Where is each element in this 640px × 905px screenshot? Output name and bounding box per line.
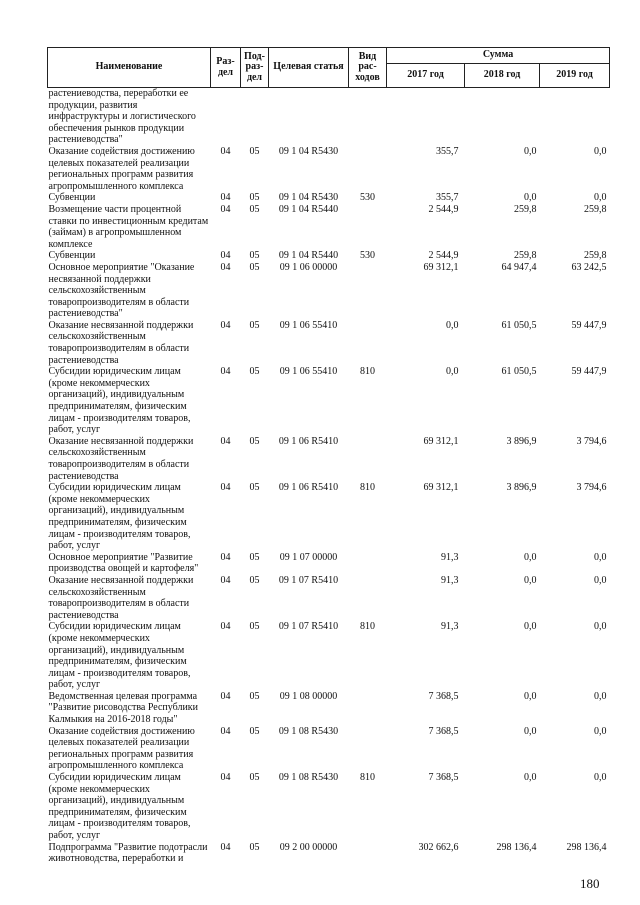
row-razdel: 04 [220,482,231,494]
page-number: 180 [580,876,600,891]
row-sum-2019: 0,0 [594,574,607,586]
table-row [48,320,610,366]
row-sum-2017: 7 368,5 [428,772,459,784]
row-vid-rashodov: 530 [360,250,375,262]
header-year-2018: 2018 год [465,64,540,88]
row-sum-2018: 0,0 [524,690,537,702]
row-sum-2019: 3 794,6 [576,482,607,494]
row-name: Субсидии юридическим лицам (кроме некоммерческих организаций), индивидуальным предпринимателям, физическим лицам - производителям товаров, работ, услуг [48,366,191,436]
row-podrazdel: 05 [249,250,260,262]
row-vid-rashodov: 810 [360,366,375,378]
row-celevaya-statya: 09 1 04 R5430 [278,145,339,157]
row-razdel: 04 [220,261,231,273]
row-podrazdel: 05 [249,319,260,331]
row-celevaya-statya: 09 1 08 R5430 [278,772,339,784]
row-celevaya-statya: 09 2 00 00000 [279,841,338,853]
row-sum-2018: 298 136,4 [496,841,537,853]
row-podrazdel: 05 [249,772,260,784]
header-vid-rashodov: Вид рас- ходов [349,48,387,88]
row-name: Оказание несвязанной поддержки сельскохозяйственным товаропроизводителям в области растениеводства [48,319,194,366]
row-vid-rashodov [349,726,387,772]
row-celevaya-statya: 09 1 08 R5430 [278,725,339,737]
row-razdel: 04 [220,203,231,215]
row-vid-rashodov [349,320,387,366]
row-sum-2017: 7 368,5 [428,690,459,702]
header-celevaya-statya: Целевая статья [269,48,349,88]
row-vid-rashodov [349,691,387,726]
row-sum-2017: 91,3 [441,551,459,563]
row-sum-2019: 3 794,6 [576,435,607,447]
row-sum-2019: 0,0 [594,725,607,737]
table-row [48,146,610,192]
row-razdel: 04 [220,621,231,633]
row-sum-2018: 3 896,9 [506,482,537,494]
row-vid-rashodov [349,575,387,621]
row-name: Подпрограмма "Развитие подотрасли животноводства, переработки и [48,841,208,865]
row-podrazdel: 05 [249,841,260,853]
row-name: Ведомственная целевая программа "Развитие рисоводства Республики Калмыкия на 2016-2018 годы" [48,690,199,726]
row-razdel [211,88,241,146]
row-sum-2017: 355,7 [436,145,459,157]
table-row [48,436,610,482]
row-sum-2018: 0,0 [524,192,537,204]
row-vid-rashodov [349,552,387,575]
row-sum-2019: 0,0 [594,145,607,157]
row-sum-2018: 0,0 [524,621,537,633]
row-vid-rashodov: 810 [360,772,375,784]
row-celevaya-statya: 09 1 04 R5440 [278,250,339,262]
row-sum-2019: 0,0 [594,772,607,784]
table-row [48,726,610,772]
row-podrazdel: 05 [249,725,260,737]
row-razdel: 04 [220,725,231,737]
row-razdel: 04 [220,551,231,563]
row-razdel: 04 [220,435,231,447]
row-vid-rashodov: 810 [360,621,375,633]
row-sum-2017: 0,0 [446,366,459,378]
row-podrazdel: 05 [249,621,260,633]
header-razdel: Раз- дел [211,48,241,88]
row-sum-2017: 0,0 [446,319,459,331]
row-name: Субсидии юридическим лицам (кроме некоммерческих организаций), индивидуальным предпринимателям, физическим лицам - производителям товаров, работ, услуг [48,772,191,841]
row-podrazdel: 05 [249,435,260,447]
row-sum-2017: 2 544,9 [428,250,459,262]
row-sum-2018: 61 050,5 [501,319,537,331]
row-sum-2018: 259,8 [514,203,537,215]
row-sum-2018: 3 896,9 [506,435,537,447]
table-row [48,691,610,726]
row-sum-2017: 7 368,5 [428,725,459,737]
row-sum-2018 [465,88,540,146]
row-podrazdel: 05 [249,690,260,702]
row-name: Возмещение части процентной ставки по инвестиционным кредитам (займам) в агропромышленном комплексе [48,203,209,250]
row-celevaya-statya: 09 1 06 00000 [279,261,338,273]
row-podrazdel [241,88,269,146]
table-row [48,366,610,436]
table-row [48,772,610,842]
row-vid-rashodov [349,436,387,482]
row-celevaya-statya [269,88,349,146]
row-sum-2019: 0,0 [594,690,607,702]
table-row [48,621,610,691]
row-razdel: 04 [220,145,231,157]
row-sum-2017 [387,88,465,146]
table-row [48,842,610,865]
row-sum-2018: 0,0 [524,574,537,586]
row-celevaya-statya: 09 1 04 R5430 [278,192,339,204]
table-header [48,48,610,88]
row-name: Оказание содействия достижению целевых показателей реализации региональных программ развития агропромышленного комплекса [48,725,195,772]
row-sum-2018: 0,0 [524,772,537,784]
row-vid-rashodov [349,204,387,250]
row-celevaya-statya: 09 1 06 55410 [279,366,338,378]
row-celevaya-statya: 09 1 06 R5410 [278,435,339,447]
row-sum-2018: 61 050,5 [501,366,537,378]
row-podrazdel: 05 [249,574,260,586]
row-vid-rashodov [349,88,387,146]
row-sum-2019: 59 447,9 [571,366,607,378]
budget-table [47,47,610,865]
row-podrazdel: 05 [249,145,260,157]
table-row [48,575,610,621]
row-sum-2017: 69 312,1 [423,261,459,273]
row-sum-2019: 59 447,9 [571,319,607,331]
row-razdel: 04 [220,319,231,331]
row-name: Оказание содействия достижению целевых показателей реализации региональных программ развития агропромышленного комплекса [48,145,195,192]
row-name: Оказание несвязанной поддержки сельскохозяйственным товаропроизводителям в области растениеводства [48,574,194,621]
row-name: Субсидии юридическим лицам (кроме некоммерческих организаций), индивидуальным предпринимателям, физическим лицам - производителям товаров, работ, услуг [48,482,191,552]
row-sum-2019: 259,8 [584,250,607,262]
row-podrazdel: 05 [249,366,260,378]
row-razdel: 04 [220,250,231,262]
row-razdel: 04 [220,574,231,586]
row-sum-2017: 2 544,9 [428,203,459,215]
row-name: Основное мероприятие "Оказание несвязанной поддержки сельскохозяйственным товаропроизводителям в области растениеводства" [48,261,195,320]
header-podrazdel: Под- раз- дел [241,48,269,88]
row-razdel: 04 [220,690,231,702]
row-celevaya-statya: 09 1 08 00000 [279,690,338,702]
row-sum-2017: 91,3 [441,574,459,586]
row-sum-2019: 63 242,5 [571,261,607,273]
row-vid-rashodov [349,842,387,865]
row-podrazdel: 05 [249,203,260,215]
row-celevaya-statya: 09 1 07 R5410 [278,574,339,586]
row-vid-rashodov [349,146,387,192]
row-celevaya-statya: 09 1 06 R5410 [278,482,339,494]
row-podrazdel: 05 [249,482,260,494]
header-year-2019: 2019 год [540,64,610,88]
table-body [48,88,610,865]
row-sum-2018: 0,0 [524,145,537,157]
header-name: Наименование [48,48,211,88]
row-sum-2017: 355,7 [436,192,459,204]
table-row [48,204,610,250]
table-row [48,482,610,552]
row-sum-2019: 0,0 [594,621,607,633]
header-summa: Сумма [387,48,610,64]
row-razdel: 04 [220,366,231,378]
row-sum-2019: 259,8 [584,203,607,215]
row-sum-2019 [540,88,610,146]
header-year-2017: 2017 год [387,64,465,88]
table-row [48,192,610,204]
table-row [48,250,610,262]
row-name: Субсидии юридическим лицам (кроме некоммерческих организаций), индивидуальным предпринимателям, физическим лицам - производителям товаров, работ, услуг [48,621,191,691]
row-podrazdel: 05 [249,261,260,273]
row-sum-2019: 298 136,4 [566,841,607,853]
row-celevaya-statya: 09 1 04 R5440 [278,203,339,215]
row-vid-rashodov: 530 [360,192,375,204]
row-name: Субвенции [48,250,96,262]
row-celevaya-statya: 09 1 07 00000 [279,551,338,563]
table-row [48,262,610,320]
row-sum-2019: 0,0 [594,551,607,563]
table-row [48,88,610,146]
row-sum-2018: 259,8 [514,250,537,262]
row-sum-2019: 0,0 [594,192,607,204]
table-row [48,552,610,575]
row-name: Оказание несвязанной поддержки сельскохозяйственным товаропроизводителям в области растениеводства [48,435,194,482]
row-sum-2018: 0,0 [524,551,537,563]
row-name: растениеводства, переработки ее продукции, развития инфраструктуры и логистического обеспечения рынков продукции растениеводства" [48,88,196,146]
row-vid-rashodov: 810 [360,482,375,494]
row-sum-2018: 64 947,4 [501,261,537,273]
row-razdel: 04 [220,192,231,204]
row-celevaya-statya: 09 1 07 R5410 [278,621,339,633]
row-razdel: 04 [220,772,231,784]
row-sum-2018: 0,0 [524,725,537,737]
row-name: Основное мероприятие "Развитие производства овощей и картофеля" [48,551,199,575]
row-sum-2017: 302 662,6 [418,841,459,853]
row-sum-2017: 69 312,1 [423,482,459,494]
row-name: Субвенции [48,192,96,204]
row-podrazdel: 05 [249,551,260,563]
row-vid-rashodov [349,262,387,320]
row-razdel: 04 [220,841,231,853]
row-sum-2017: 69 312,1 [423,435,459,447]
row-podrazdel: 05 [249,192,260,204]
row-celevaya-statya: 09 1 06 55410 [279,319,338,331]
row-sum-2017: 91,3 [441,621,459,633]
